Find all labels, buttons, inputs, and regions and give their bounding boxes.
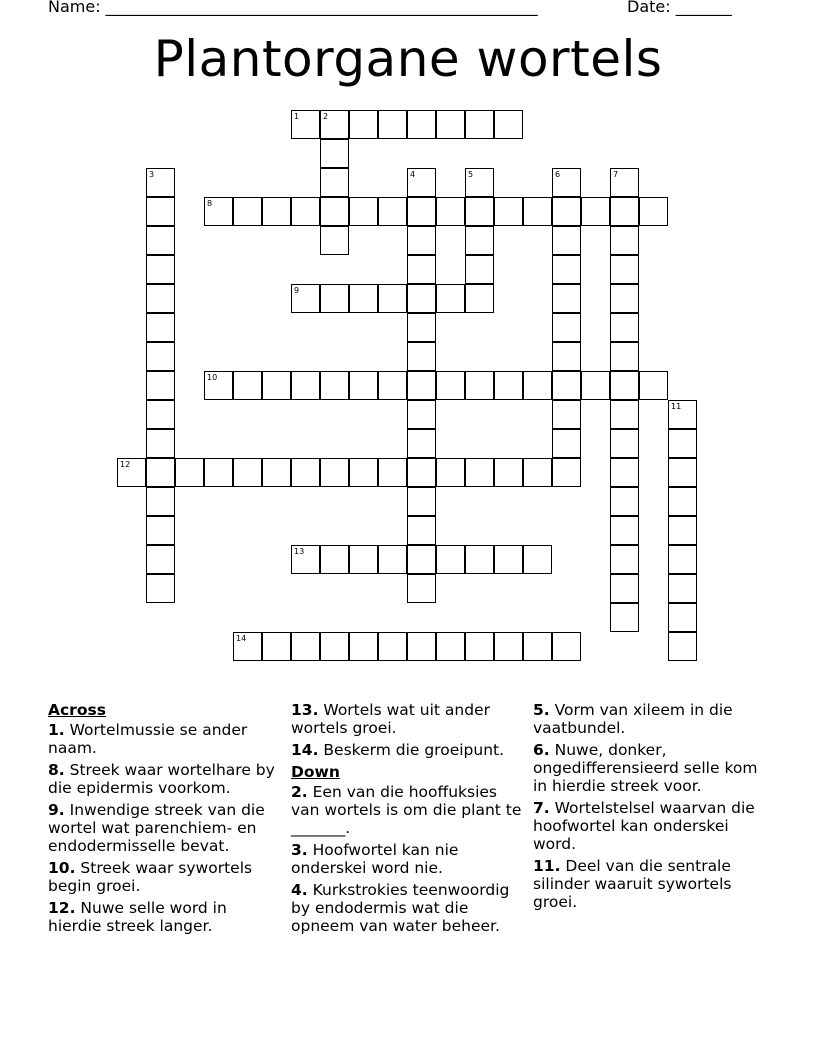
grid-cell[interactable] (407, 400, 436, 429)
grid-cell[interactable] (610, 458, 639, 487)
clue-number: 3 (149, 170, 155, 179)
grid-cell[interactable] (146, 342, 175, 371)
grid-cell[interactable] (349, 110, 378, 139)
clue-down-5: 5. Vorm van xileem in die vaatbundel. (533, 701, 733, 737)
grid-cell[interactable] (465, 545, 494, 574)
grid-cell[interactable] (407, 632, 436, 661)
grid-cell[interactable] (668, 574, 697, 603)
clue-number: 4 (410, 170, 416, 179)
grid-cell[interactable] (552, 197, 581, 226)
grid-cell[interactable] (668, 458, 697, 487)
clue-number: 5 (468, 170, 474, 179)
grid-cell[interactable] (378, 197, 407, 226)
grid-cell[interactable] (668, 545, 697, 574)
grid-cell[interactable] (407, 545, 436, 574)
grid-cell[interactable] (233, 197, 262, 226)
grid-cell[interactable] (668, 429, 697, 458)
grid-cell[interactable] (465, 284, 494, 313)
grid-cell[interactable] (494, 371, 523, 400)
grid-cell[interactable] (639, 371, 668, 400)
grid-cell[interactable] (465, 168, 494, 197)
grid-cell[interactable] (465, 458, 494, 487)
grid-cell[interactable] (407, 226, 436, 255)
grid-cell[interactable] (349, 284, 378, 313)
grid-cell[interactable] (349, 458, 378, 487)
clue-across-8: 8. Streek waar wortelhare by die epidermis voorkom. (48, 761, 275, 797)
grid-cell[interactable] (146, 487, 175, 516)
grid-cell[interactable] (581, 371, 610, 400)
grid-cell[interactable] (407, 168, 436, 197)
grid-cell[interactable] (610, 603, 639, 632)
grid-cell[interactable] (552, 632, 581, 661)
grid-cell[interactable] (291, 458, 320, 487)
grid-cell[interactable] (146, 255, 175, 284)
grid-cell[interactable] (494, 197, 523, 226)
grid-cell[interactable] (552, 255, 581, 284)
grid-cell[interactable] (465, 226, 494, 255)
grid-cell[interactable] (233, 632, 262, 661)
grid-cell[interactable] (523, 197, 552, 226)
grid-cell[interactable] (378, 458, 407, 487)
grid-cell[interactable] (610, 197, 639, 226)
grid-cell[interactable] (407, 110, 436, 139)
grid-cell[interactable] (233, 371, 262, 400)
grid-cell[interactable] (349, 545, 378, 574)
grid-cell[interactable] (407, 284, 436, 313)
grid-cell[interactable] (146, 545, 175, 574)
grid-cell[interactable] (378, 371, 407, 400)
grid-cell[interactable] (668, 603, 697, 632)
grid-cell[interactable] (204, 458, 233, 487)
grid-cell[interactable] (523, 458, 552, 487)
clue-down-7: 7. Wortelstelsel waarvan die hoofwortel kan onderskei word. (533, 799, 755, 853)
grid-cell[interactable] (291, 197, 320, 226)
grid-cell[interactable] (436, 197, 465, 226)
grid-cell[interactable] (465, 255, 494, 284)
clue-number: 9 (294, 286, 300, 295)
clue-across-13: 13. Wortels wat uit ander wortels groei. (291, 701, 490, 737)
down-heading: Down (291, 763, 340, 781)
grid-cell[interactable] (610, 371, 639, 400)
grid-cell[interactable] (465, 110, 494, 139)
grid-cell[interactable] (146, 458, 175, 487)
clues-column-3 (533, 701, 763, 915)
grid-cell[interactable] (146, 516, 175, 545)
grid-cell[interactable] (407, 429, 436, 458)
grid-cell[interactable] (407, 516, 436, 545)
grid-cell[interactable] (436, 632, 465, 661)
grid-cell[interactable] (494, 545, 523, 574)
grid-cell[interactable] (378, 545, 407, 574)
grid-cell[interactable] (146, 313, 175, 342)
clue-number: 7 (613, 170, 619, 179)
grid-cell[interactable] (378, 110, 407, 139)
grid-cell[interactable] (320, 168, 349, 197)
grid-cell[interactable] (262, 371, 291, 400)
grid-cell[interactable] (465, 197, 494, 226)
clue-across-10: 10. Streek waar sywortels begin groei. (48, 859, 253, 895)
grid-cell[interactable] (552, 429, 581, 458)
clue-down-6: 6. Nuwe, donker, ongedifferensieerd selle kom in hierdie streek voor. (533, 741, 758, 795)
clue-down-2: 2. Een van die hooffuksies van wortels is om die plant te _______. (291, 783, 522, 837)
clues-column-1 (48, 701, 283, 939)
grid-cell[interactable] (407, 574, 436, 603)
grid-cell[interactable] (465, 632, 494, 661)
grid-cell[interactable] (378, 284, 407, 313)
clue-number: 13 (294, 547, 305, 556)
grid-cell[interactable] (610, 226, 639, 255)
grid-cell[interactable] (320, 632, 349, 661)
grid-cell[interactable] (523, 371, 552, 400)
grid-cell[interactable] (610, 429, 639, 458)
grid-cell[interactable] (320, 139, 349, 168)
grid-cell[interactable] (320, 545, 349, 574)
clue-across-12: 12. Nuwe selle word in hierdie streek langer. (48, 899, 227, 935)
grid-cell[interactable] (610, 255, 639, 284)
clue-number: 11 (671, 402, 682, 411)
clue-number: 10 (207, 373, 218, 382)
grid-cell[interactable] (407, 371, 436, 400)
grid-cell[interactable] (146, 429, 175, 458)
grid-cell[interactable] (407, 487, 436, 516)
clue-down-4: 4. Kurkstrokies teenwoordig by endodermis wat die opneem van water beheer. (291, 881, 510, 935)
grid-cell[interactable] (465, 371, 494, 400)
grid-cell[interactable] (146, 574, 175, 603)
clue-number: 6 (555, 170, 561, 179)
grid-cell[interactable] (407, 342, 436, 371)
grid-cell[interactable] (436, 371, 465, 400)
grid-cell[interactable] (610, 342, 639, 371)
grid-cell[interactable] (117, 458, 146, 487)
clue-down-11: 11. Deel van die sentrale silinder waaruit sywortels groei. (533, 857, 732, 911)
grid-cell[interactable] (146, 371, 175, 400)
grid-cell[interactable] (233, 458, 262, 487)
clue-number: 2 (323, 112, 329, 121)
grid-cell[interactable] (552, 458, 581, 487)
grid-cell[interactable] (436, 110, 465, 139)
page-title: Plantorgane wortels (153, 30, 663, 88)
grid-cell[interactable] (146, 400, 175, 429)
grid-cell[interactable] (291, 545, 320, 574)
grid-cell[interactable] (320, 284, 349, 313)
grid-cell[interactable] (175, 458, 204, 487)
grid-cell[interactable] (407, 255, 436, 284)
grid-cell[interactable] (320, 458, 349, 487)
grid-cell[interactable] (146, 197, 175, 226)
grid-cell[interactable] (204, 197, 233, 226)
grid-cell[interactable] (610, 313, 639, 342)
grid-cell[interactable] (436, 458, 465, 487)
grid-cell[interactable] (552, 313, 581, 342)
grid-cell[interactable] (407, 313, 436, 342)
clue-across-14: 14. Beskerm die groeipunt. (291, 741, 505, 759)
clue-number: 12 (120, 460, 131, 469)
grid-cell[interactable] (320, 371, 349, 400)
grid-cell[interactable] (291, 284, 320, 313)
clue-number: 14 (236, 634, 247, 643)
clue-down-3: 3. Hoofwortel kan nie onderskei word nie. (291, 841, 459, 877)
grid-cell[interactable] (436, 284, 465, 313)
grid-cell[interactable] (378, 632, 407, 661)
grid-cell[interactable] (552, 371, 581, 400)
grid-cell[interactable] (349, 632, 378, 661)
grid-cell[interactable] (610, 284, 639, 313)
clue-across-9: 9. Inwendige streek van die wortel wat parenchiem- en endodermisselle bevat. (48, 801, 265, 855)
grid-cell[interactable] (552, 284, 581, 313)
grid-cell[interactable] (668, 400, 697, 429)
grid-cell[interactable] (610, 545, 639, 574)
clue-across-1: 1. Wortelmussie se ander naam. (48, 721, 248, 757)
date-field[interactable]: Date: _______ (627, 0, 732, 16)
clue-number: 1 (294, 112, 300, 121)
grid-cell[interactable] (436, 545, 465, 574)
grid-cell[interactable] (552, 168, 581, 197)
grid-cell[interactable] (146, 226, 175, 255)
grid-cell[interactable] (146, 168, 175, 197)
grid-cell[interactable] (581, 197, 610, 226)
grid-cell[interactable] (320, 197, 349, 226)
grid-cell[interactable] (610, 168, 639, 197)
grid-cell[interactable] (320, 226, 349, 255)
grid-cell[interactable] (552, 226, 581, 255)
grid-cell[interactable] (291, 110, 320, 139)
grid-cell[interactable] (552, 400, 581, 429)
grid-cell[interactable] (610, 516, 639, 545)
clues-column-2 (291, 701, 526, 939)
grid-cell[interactable] (146, 284, 175, 313)
grid-cell[interactable] (668, 487, 697, 516)
grid-cell[interactable] (552, 342, 581, 371)
grid-cell[interactable] (262, 632, 291, 661)
grid-cell[interactable] (349, 197, 378, 226)
grid-cell[interactable] (204, 371, 233, 400)
name-field[interactable]: Name: ______________________________________________________ (48, 0, 538, 16)
grid-cell[interactable] (407, 197, 436, 226)
grid-cell[interactable] (610, 487, 639, 516)
grid-cell[interactable] (610, 400, 639, 429)
grid-cell[interactable] (494, 632, 523, 661)
grid-cell[interactable] (291, 632, 320, 661)
grid-cell[interactable] (639, 197, 668, 226)
clue-number: 8 (207, 199, 213, 208)
grid-cell[interactable] (262, 458, 291, 487)
grid-cell[interactable] (291, 371, 320, 400)
grid-cell[interactable] (494, 458, 523, 487)
grid-cell[interactable] (320, 110, 349, 139)
grid-cell[interactable] (407, 458, 436, 487)
grid-cell[interactable] (523, 545, 552, 574)
grid-cell[interactable] (349, 371, 378, 400)
grid-cell[interactable] (668, 516, 697, 545)
across-heading: Across (48, 701, 106, 719)
grid-cell[interactable] (668, 632, 697, 661)
grid-cell[interactable] (523, 632, 552, 661)
grid-cell[interactable] (610, 574, 639, 603)
grid-cell[interactable] (262, 197, 291, 226)
grid-cell[interactable] (494, 110, 523, 139)
